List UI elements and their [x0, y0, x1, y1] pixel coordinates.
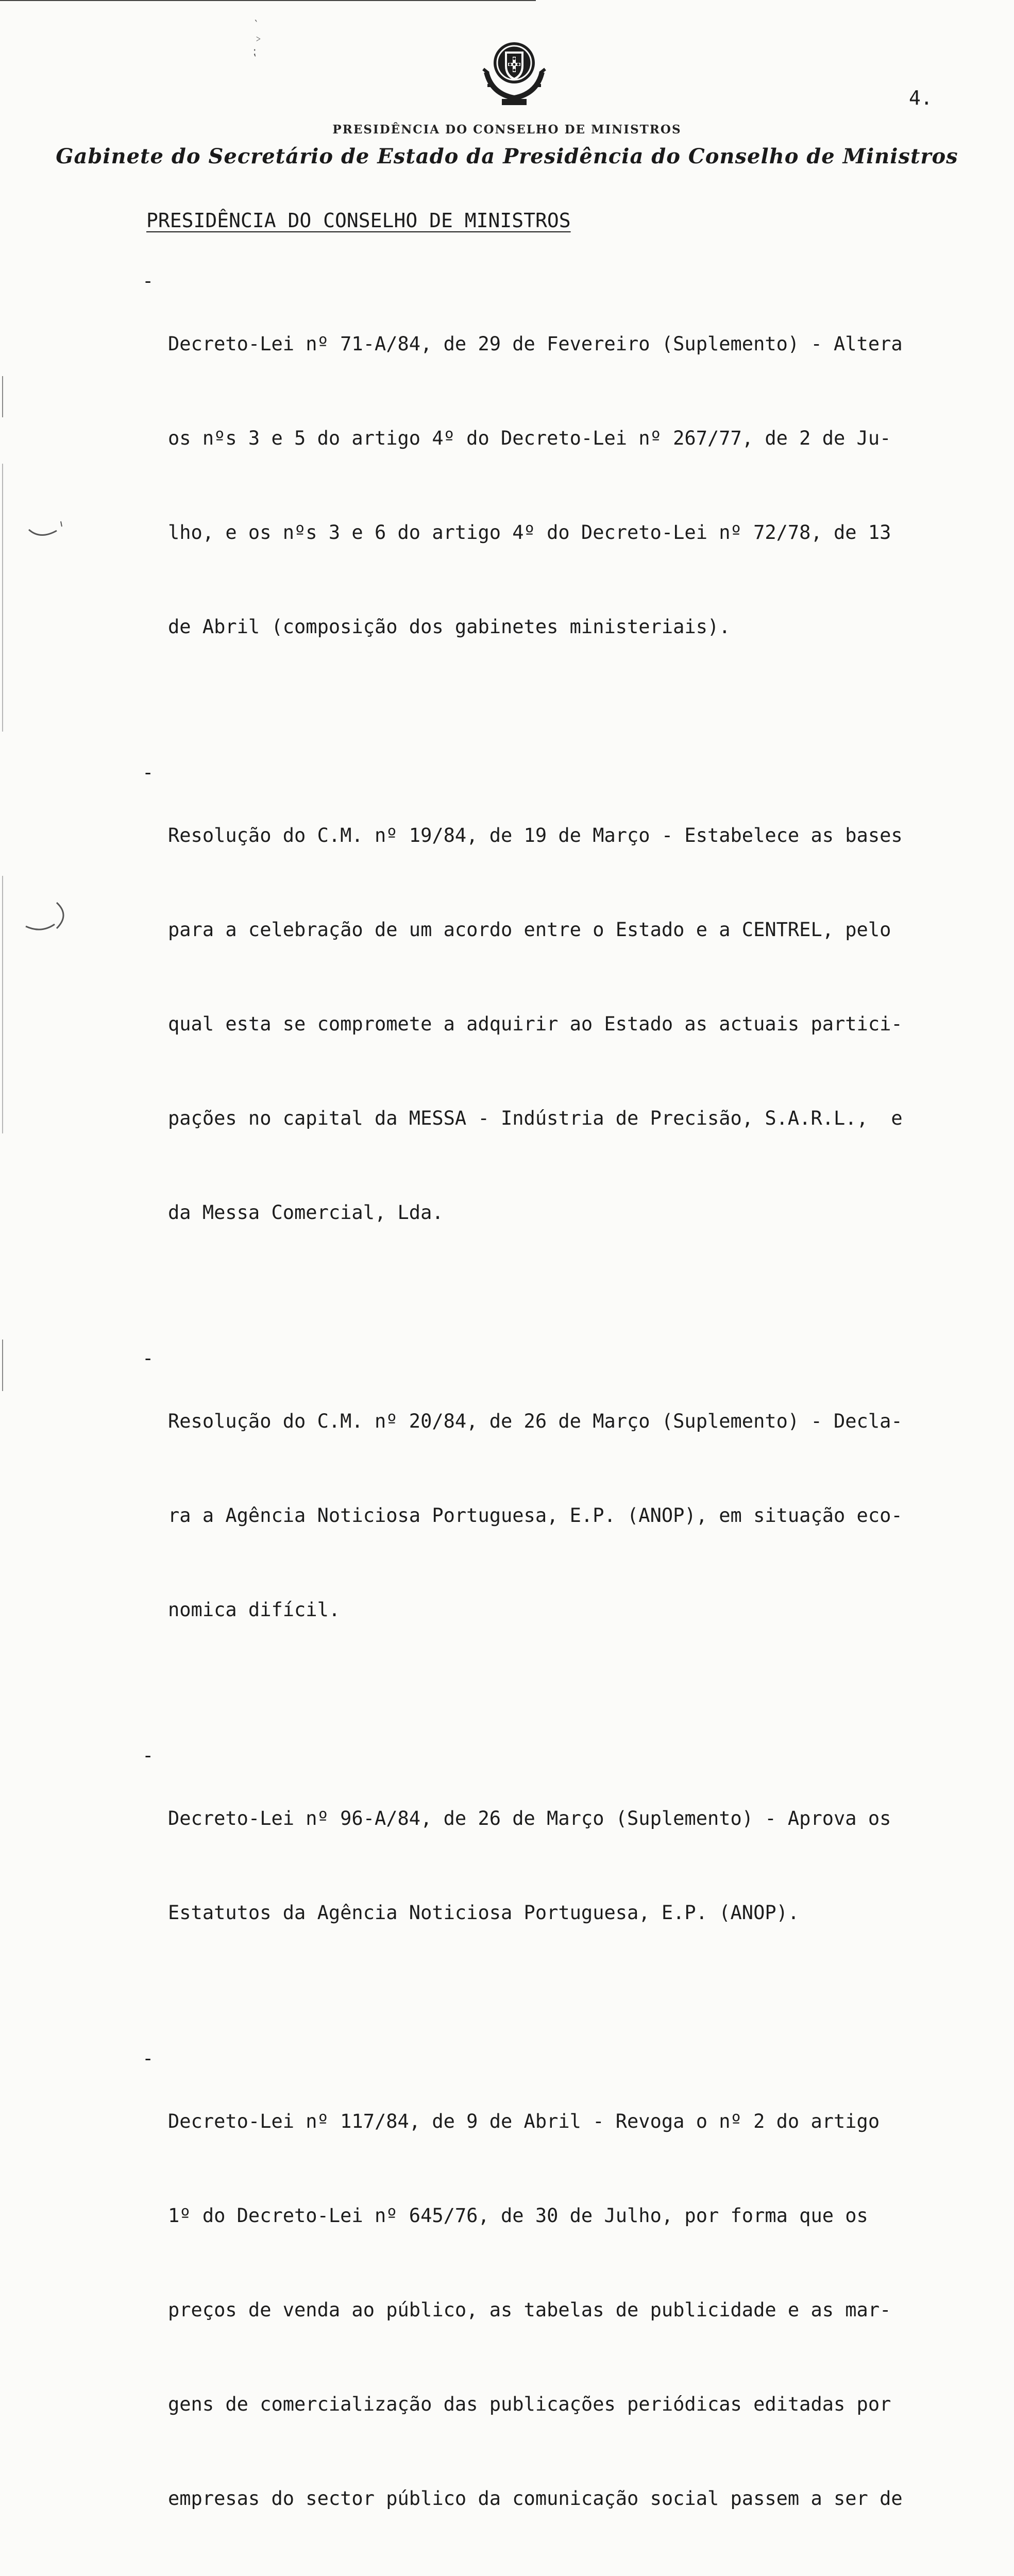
entry-line: de Abril (composição dos gabinetes ministeriais). [168, 616, 731, 638]
entry-line: Decreto-Lei nº 96-A/84, de 26 de Março (Suplemento) - Aprova os [168, 1807, 891, 1829]
entry-line: qual esta se compromete a adquirir ao Estado as actuais partici- [168, 1013, 903, 1035]
scan-edge-line [2, 876, 3, 1133]
scan-edge-line [2, 1340, 3, 1391]
list-dash: - [142, 761, 154, 784]
ink-specks: ‵ ﹥ ⁏ [252, 19, 264, 58]
letterhead-cabinet: Gabinete do Secretário de Estado da Presidência do Conselho de Ministros [56, 144, 958, 168]
scan-edge-line [2, 464, 3, 732]
coat-of-arms-icon [481, 36, 547, 108]
entry-line: nomica difícil. [168, 1599, 341, 1621]
decree-entry [142, 2043, 977, 2576]
entry-line: Decreto-Lei nº 71-A/84, de 29 de Fevereiro (Suplemento) - Altera [168, 333, 903, 355]
scan-edge-line [2, 376, 3, 417]
entry-line: lho, e os nºs 3 e 6 do artigo 4º do Decreto-Lei nº 72/78, de 13 [168, 521, 891, 544]
entry-line: da Messa Comercial, Lda. [168, 1201, 444, 1224]
entry-line: preços de venda ao público, as tabelas de publicidade e as mar- [168, 2299, 891, 2321]
entry-line: Decreto-Lei nº 117/84, de 9 de Abril - Revoga o nº 2 do artigo [168, 2110, 880, 2132]
page-number: 4. [909, 87, 933, 109]
entry-line: pações no capital da MESSA - Indústria de Precisão, S.A.R.L., e [168, 1107, 903, 1129]
list-dash: - [142, 1347, 154, 1369]
decree-list [142, 265, 977, 2576]
entry-line: para a celebração de um acordo entre o Estado e a CENTREL, pelo [168, 919, 891, 941]
entry-line: Resolução do C.M. nº 19/84, de 19 de Março - Estabelece as bases [168, 824, 903, 846]
entry-line: ra a Agência Noticiosa Portuguesa, E.P. (ANOP), em situação eco- [168, 1504, 903, 1527]
list-dash: - [142, 2047, 154, 2070]
list-dash: - [142, 1744, 154, 1767]
entry-line: empresas do sector público da comunicação social passem a ser de [168, 2487, 903, 2510]
entry-line: Estatutos da Agência Noticiosa Portuguesa, E.P. (ANOP). [168, 1902, 800, 1924]
decree-entry [142, 265, 977, 705]
entry-line: Resolução do C.M. nº 20/84, de 26 de Março (Suplemento) - Decla- [168, 1410, 903, 1432]
top-edge-line [0, 0, 536, 1]
entry-line: os nºs 3 e 5 do artigo 4º do Decreto-Lei nº 267/77, de 2 de Ju- [168, 427, 891, 449]
margin-binding-mark [21, 896, 72, 943]
decree-entry [142, 757, 977, 1291]
letterhead-title: PRESIDÊNCIA DO CONSELHO DE MINISTROS [332, 123, 682, 137]
decree-entry [142, 1343, 977, 1688]
margin-binding-mark [25, 515, 66, 546]
entry-line: 1º do Decreto-Lei nº 645/76, de 30 de Julho, por forma que os [168, 2205, 868, 2227]
list-dash: - [142, 270, 154, 292]
decree-entry [142, 1740, 977, 1991]
section-heading: PRESIDÊNCIA DO CONSELHO DE MINISTROS [146, 209, 571, 232]
entry-line: gens de comercialização das publicações periódicas editadas por [168, 2393, 891, 2415]
